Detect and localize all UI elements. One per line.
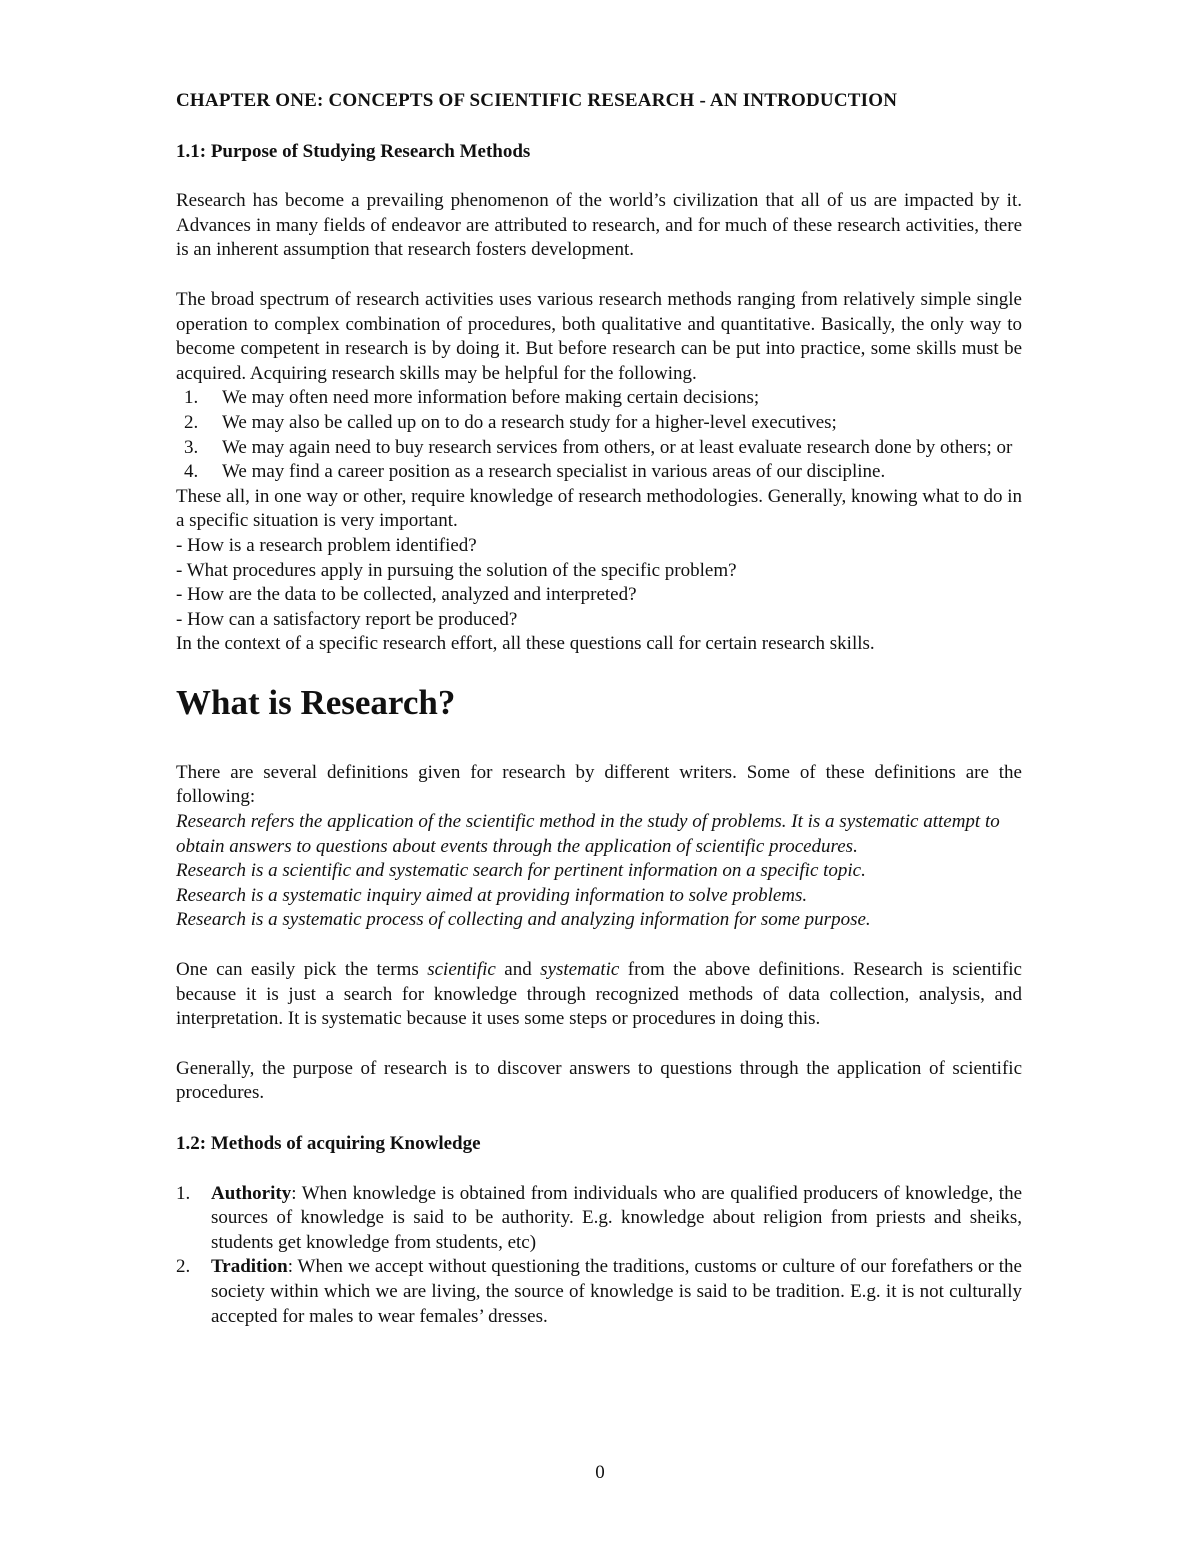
list-item [176,1255,1022,1329]
methods-list [176,1182,1022,1330]
list-item-text: : When we accept without questioning the traditions, customs or culture of our forefathers or the society within which we are living, the source of knowledge is said to be tradition. E.g. it is not culturally accepted for males to wear females’ dresses. [211,1256,1022,1327]
question-line: - How are the data to be collected, analyzed and interpreted? [176,584,637,606]
chapter-title: CHAPTER ONE: CONCEPTS OF SCIENTIFIC RESEARCH - AN INTRODUCTION [176,90,898,111]
list-item-number: 1. [184,387,199,409]
definition-item: Research is a systematic process of collecting and analyzing information for some purpose. [176,909,871,931]
definition-item: Research refers the application of the scientific method in the study of problems. It is a systematic attempt to obtain answers to questions about events through the application of scientific procedures. [176,811,1000,857]
list-item-text: We may find a career position as a research specialist in various areas of our discipline. [222,461,886,483]
question-line: - How can a satisfactory report be produced? [176,608,518,630]
list-item-text: We may again need to buy research services from others, or at least evaluate research done by others; or [222,436,1013,458]
page-content [176,89,1022,1329]
text-segment: and [495,959,541,981]
section-heading-1-2: 1.2: Methods of acquiring Knowledge [176,1133,481,1154]
question-line: - How is a research problem identified? [176,534,477,556]
text-segment: One can easily pick the terms [176,959,428,981]
list-item-text: We may often need more information before making certain decisions; [222,387,760,409]
skills-list [176,386,1022,484]
list-item-text: We may also be called up on to do a research study for a higher-level executives; [222,411,837,433]
method-term-authority: Authority [211,1182,292,1204]
list-item [176,436,1022,461]
paragraph-scientific-systematic [176,958,1022,1032]
paragraph-research-spectrum: The broad spectrum of research activities uses various research methods ranging from relatively simple single operation to complex combination of procedures, both qualitative and quantitative. Basically, the only way to become competent in research is by doing it. But before research can be put into practice, some skills must be acquired. Acquiring research skills may be helpful for the following. [176,288,1022,384]
list-item-text: : When knowledge is obtained from individuals who are qualified producers of knowledge, the sources of knowledge is said to be authority. E.g. knowledge about religion from priests and sheiks, students get knowledge from students, etc) [211,1182,1022,1253]
list-item-number: 2. [176,1256,191,1278]
list-item-number: 2. [184,411,199,433]
definition-item: Research is a systematic inquiry aimed at providing information to solve problems. [176,884,808,906]
paragraph-research-phenomenon: Research has become a prevailing phenomenon of the world’s civilization that all of us are impacted by it. Advances in many fields of endeavor are attributed to research, and for much of these research activities, there is an inherent assumption that research fosters development. [176,190,1022,261]
list-item [176,1182,1022,1256]
paragraph-after-list: These all, in one way or other, require knowledge of research methodologies. Generally, knowing what to do in a specific situation is very important. [176,485,1022,532]
question-line: - What procedures apply in pursuing the solution of the specific problem? [176,559,737,581]
definition-item: Research is a scientific and systematic search for pertinent information on a specific topic. [176,860,866,882]
heading-what-is-research: What is Research? [176,682,456,722]
list-item [176,386,1022,411]
term-scientific: scientific [427,959,496,981]
paragraph-purpose-of-research: Generally, the purpose of research is to discover answers to questions through the application of scientific procedures. [176,1057,1022,1104]
page-number: 0 [595,1462,605,1483]
text-segment: from the above definitions. Research is scientific because it is just a search for knowledge through recognized methods of data collection, analysis, and interpretation. It is systematic because it uses some steps or procedures in doing this. [176,959,1022,1030]
list-item [176,411,1022,436]
list-item-number: 4. [184,461,199,483]
paragraph-definitions-intro: There are several definitions given for research by different writers. Some of these definitions are the following: [176,761,1022,808]
section-heading-1-1: 1.1: Purpose of Studying Research Methods [176,140,531,162]
list-item-number: 3. [184,436,199,458]
paragraph-closing: In the context of a specific research effort, all these questions call for certain research skills. [176,633,875,655]
list-item [176,460,1022,485]
term-systematic: systematic [540,959,620,981]
method-term-tradition: Tradition [211,1256,288,1278]
list-item-number: 1. [176,1182,191,1204]
